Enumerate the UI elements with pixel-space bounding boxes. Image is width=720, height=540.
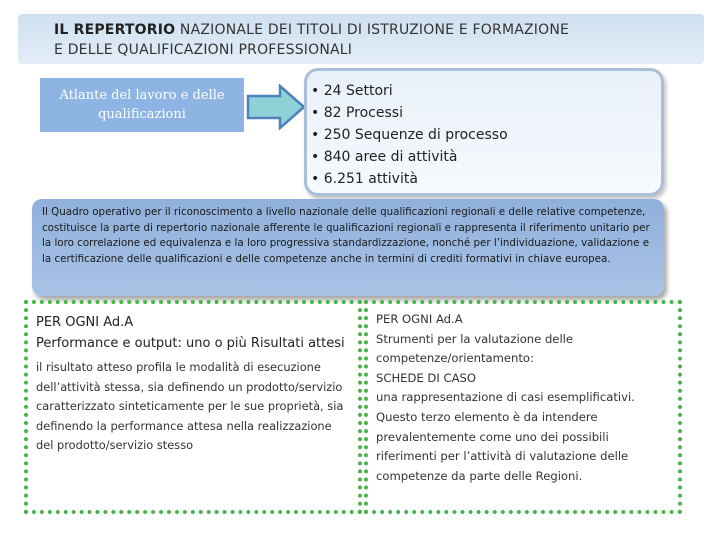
performance-heading-line-1: PER OGNI Ad.A — [36, 315, 134, 330]
title-line-1-rest: NAZIONALE DEI TITOLI DI ISTRUZIONE E FORMAZIONE — [175, 22, 570, 38]
strumenti-line-1: PER OGNI Ad.A — [376, 312, 463, 326]
stat-sequenze: • 250 Sequenze di processo — [311, 127, 508, 143]
stats-list — [311, 80, 508, 190]
performance-heading-line-2: Performance e output: uno o più Risultati attesi — [36, 336, 345, 351]
strumenti-body: una rappresentazione di casi esemplificativi. Questo terzo elemento è da intendere prevalentemente come uno dei possibili riferimenti per l’attività di valutazione delle competenze da parte delle Regioni. — [376, 390, 635, 483]
quadro-operativo-text: Il Quadro operativo per il riconoscimento a livello nazionale delle qualificazioni regionali e delle relative competenze, costituisce la parte di repertorio nazionale afferente le qualificazioni regionali e rappresenta il riferimento unitario per la loro correlazione ed equivalenza e la loro progressiva standardizzazione, nonché per l’individuazione, validazione e la certificazione delle qualificazioni e delle competenze anche in termini di crediti formativi in chiave europea. — [42, 206, 650, 265]
title-line-1 — [54, 20, 674, 40]
stat-processi: • 82 Processi — [311, 105, 403, 121]
performance-heading — [36, 312, 352, 354]
strumenti-text — [376, 310, 672, 486]
strumenti-line-3: SCHEDE DI CASO — [376, 370, 476, 385]
quadro-operativo-box — [32, 199, 664, 296]
title-bold: IL REPERTORIO — [54, 22, 176, 38]
right-arrow-icon — [246, 84, 306, 130]
stat-settori: • 24 Settori — [311, 83, 393, 99]
atlante-box — [40, 78, 244, 132]
title-line-2: E DELLE QUALIFICAZIONI PROFESSIONALI — [54, 42, 353, 58]
strumenti-line-2: Strumenti per la valutazione delle competenze/orientamento: — [376, 331, 574, 366]
stat-aree: • 840 aree di attività — [311, 149, 458, 165]
atlante-label: Atlante del lavoro e delle qualificazioni — [59, 88, 225, 122]
performance-body: il risultato atteso profila le modalità di esecuzione dell’attività stessa, sia definendo un prodotto/servizio caratterizzato sinteticamente per le sue proprietà, sia definendo la performance attesa nella realizzazione del prodotto/servizio stesso — [36, 360, 344, 453]
stat-attivita: • 6.251 attività — [311, 171, 418, 187]
page-title — [54, 20, 674, 60]
performance-card — [24, 300, 362, 514]
strumenti-card — [364, 300, 682, 514]
